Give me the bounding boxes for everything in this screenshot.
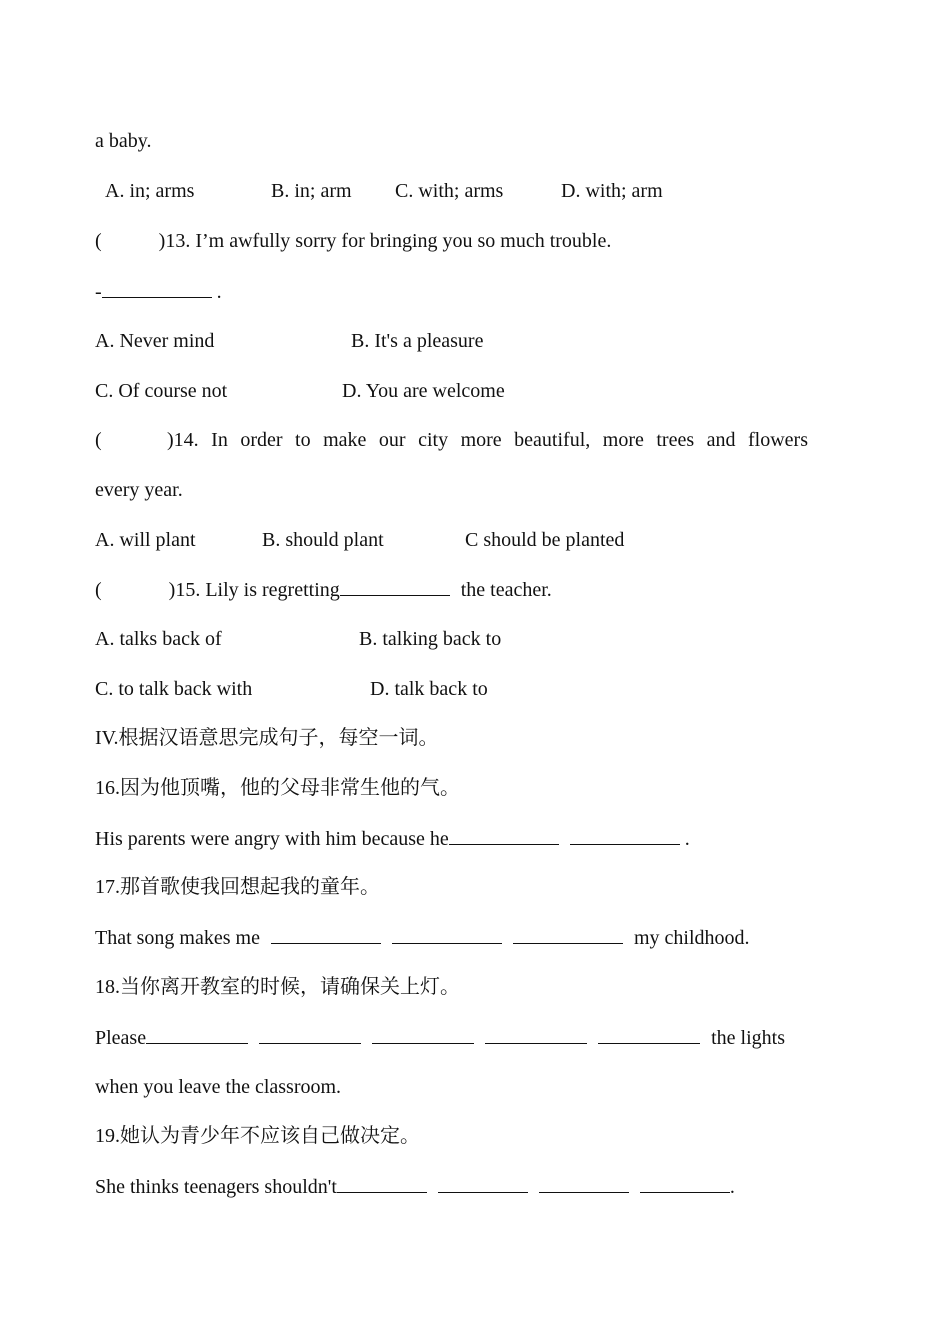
q14-options <box>95 528 695 552</box>
q12-option-d: D. with; arm <box>561 180 663 202</box>
q12-option-b: B. in; arm <box>271 180 352 202</box>
q17-blank-1[interactable] <box>271 925 381 944</box>
q13-reply-end: . <box>211 281 222 303</box>
q14-stem-cont: every year. <box>95 479 183 501</box>
q15-option-a: A. talks back of <box>95 628 222 650</box>
q14-stem-text: )14. In order to make our city more beautiful, more trees and flowers <box>167 429 808 451</box>
q17-text-after: my childhood. <box>633 927 750 949</box>
q18-chinese: 18.当你离开教室的时候，请确保关上灯。 <box>95 976 460 998</box>
q17-english <box>95 925 750 950</box>
q12-options <box>95 179 795 203</box>
q17-chinese: 17.那首歌使我回想起我的童年。 <box>95 876 380 898</box>
q15-stem-before: )15. Lily is regretting <box>168 579 340 601</box>
q19-chinese: 19.她认为青少年不应该自己做决定。 <box>95 1125 420 1147</box>
q12-stem-tail: a baby. <box>95 130 152 152</box>
q16-text-after: . <box>679 828 690 850</box>
q19-blank-4[interactable] <box>640 1174 730 1193</box>
q18-blank-2[interactable] <box>259 1025 361 1044</box>
q15-stem-after: the teacher. <box>460 579 552 601</box>
q19-blank-3[interactable] <box>539 1174 629 1193</box>
q16-blank-2[interactable] <box>570 826 680 845</box>
q13-reply <box>95 279 222 304</box>
q18-blank-1[interactable] <box>146 1025 248 1044</box>
answer-paren-open: ( <box>95 579 102 601</box>
q15-options-row1 <box>95 627 695 651</box>
q13-stem <box>95 229 611 253</box>
q15-option-c: C. to talk back with <box>95 678 253 700</box>
q15-blank[interactable] <box>340 577 450 596</box>
q16-blank-1[interactable] <box>449 826 559 845</box>
q18-blank-4[interactable] <box>485 1025 587 1044</box>
q14-option-c: C should be planted <box>465 529 625 551</box>
q16-text-before: His parents were angry with him because he <box>95 828 449 850</box>
q13-blank[interactable] <box>102 279 212 298</box>
q19-blank-1[interactable] <box>337 1174 427 1193</box>
q18-blank-3[interactable] <box>372 1025 474 1044</box>
q15-options-row2 <box>95 677 695 701</box>
q19-text-before: She thinks teenagers shouldn't <box>95 1176 337 1198</box>
q19-text-after: . <box>729 1176 735 1198</box>
q13-options-row1 <box>95 329 695 353</box>
q15-option-d: D. talk back to <box>370 678 488 700</box>
q12-option-a: A. in; arms <box>105 180 195 202</box>
q13-options-row2 <box>95 379 695 403</box>
answer-paren-open: ( <box>95 429 102 451</box>
q17-text-before: That song makes me <box>95 927 260 949</box>
q13-option-d: D. You are welcome <box>342 380 505 402</box>
q17-blank-2[interactable] <box>392 925 502 944</box>
q12-option-c: C. with; arms <box>395 180 504 202</box>
q14-stem <box>95 428 808 452</box>
q18-blank-5[interactable] <box>598 1025 700 1044</box>
q16-english <box>95 826 690 851</box>
q18-text-after: the lights <box>711 1027 785 1049</box>
q18-text-before: Please <box>95 1027 147 1049</box>
q13-option-a: A. Never mind <box>95 330 215 352</box>
q14-option-a: A. will plant <box>95 529 196 551</box>
q18-english-cont: when you leave the classroom. <box>95 1076 342 1098</box>
q14-option-b: B. should plant <box>262 529 384 551</box>
q19-blank-2[interactable] <box>438 1174 528 1193</box>
q13-reply-dash: - <box>95 281 102 303</box>
q17-blank-3[interactable] <box>513 925 623 944</box>
q15-option-b: B. talking back to <box>359 628 502 650</box>
section-4-title: IV.根据汉语意思完成句子，每空一词。 <box>95 727 439 749</box>
q13-option-b: B. It's a pleasure <box>351 330 484 352</box>
q15-stem <box>95 577 552 602</box>
q13-option-c: C. Of course not <box>95 380 228 402</box>
q18-english <box>95 1025 785 1050</box>
q19-english <box>95 1174 735 1199</box>
q16-chinese: 16.因为他顶嘴，他的父母非常生他的气。 <box>95 777 460 799</box>
q13-stem-text: )13. I’m awfully sorry for bringing you so much trouble. <box>158 230 612 252</box>
answer-paren-open: ( <box>95 230 102 252</box>
